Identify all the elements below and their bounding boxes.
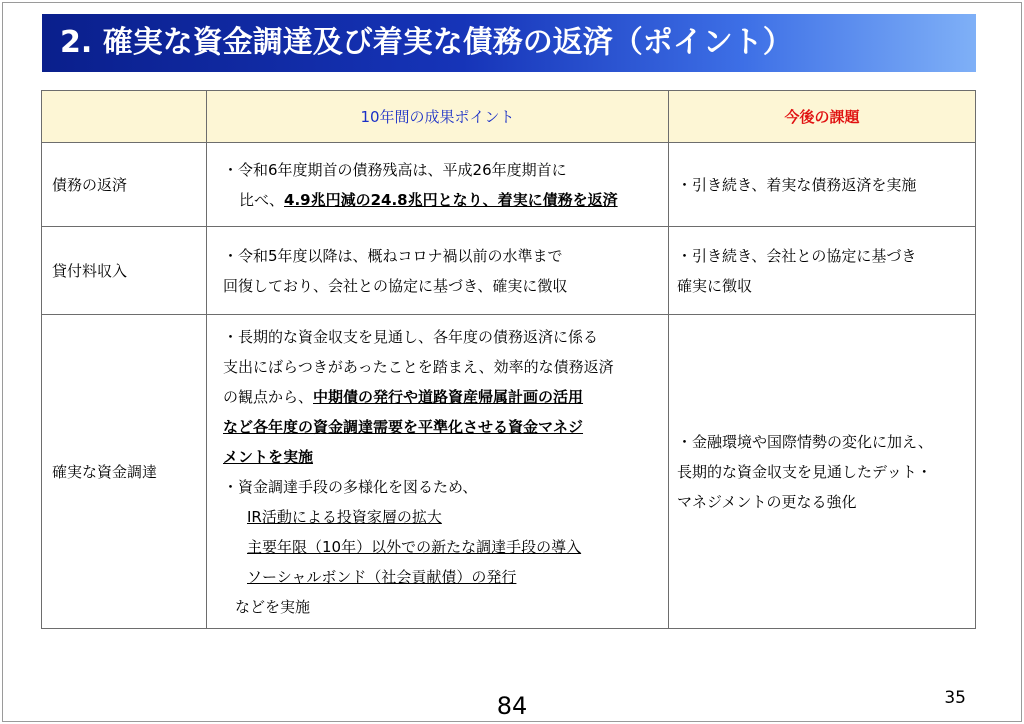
table-row (42, 143, 976, 227)
results-line (215, 562, 660, 592)
issues-line: ・引き続き、会社との協定に基づき (677, 246, 917, 265)
points-table (41, 90, 976, 629)
results-line (215, 412, 660, 442)
header-issues: 今後の課題 (669, 91, 976, 143)
results-underlined: ソーシャルボンド（社会貢献債）の発行 (247, 567, 517, 586)
row-issues-lease-income (669, 227, 976, 315)
results-emphasis: メントを実施 (223, 447, 314, 466)
row-label-funding: 確実な資金調達 (42, 315, 207, 629)
results-text: の観点から、 (223, 387, 314, 406)
issues-line: ・引き続き、着実な債務返済を実施 (677, 175, 917, 194)
results-text: 比べ、 (239, 190, 285, 209)
results-line: ・長期的な資金収支を見通し、各年度の債務返済に係る (223, 327, 599, 346)
results-line: 回復しており、会社との協定に基づき、確実に徴収 (223, 276, 568, 295)
results-underlined: IR活動による投資家層の拡大 (247, 507, 442, 526)
issues-line: 確実に徴収 (677, 276, 753, 295)
results-line (215, 442, 660, 472)
table-header-row (42, 91, 976, 143)
results-line: などを実施 (235, 597, 311, 616)
results-line (215, 532, 660, 562)
issues-line: 長期的な資金収支を見通したデット・ (677, 462, 932, 481)
row-label-lease-income: 貸付料収入 (42, 227, 207, 315)
results-emphasis: 中期債の発行や道路資産帰属計画の活用 (313, 387, 584, 406)
table-row (42, 315, 976, 629)
issues-line: マネジメントの更なる強化 (677, 492, 857, 511)
results-line (215, 382, 660, 412)
row-results-debt-repayment (207, 143, 669, 227)
page-number-right: 35 (944, 688, 966, 708)
row-issues-debt-repayment (669, 143, 976, 227)
header-results: 10年間の成果ポイント (207, 91, 669, 143)
table-row (42, 227, 976, 315)
slide-title: 2. 確実な資金調達及び着実な債務の返済（ポイント） (42, 14, 976, 72)
results-line: ・資金調達手段の多様化を図るため、 (223, 477, 478, 496)
row-results-funding (207, 315, 669, 629)
row-issues-funding (669, 315, 976, 629)
results-line: ・令和6年度期首の債務残高は、平成26年度期首に (223, 160, 567, 179)
issues-line: ・金融環境や国際情勢の変化に加え、 (677, 432, 933, 451)
results-emphasis: 4.9兆円減の24.8兆円となり、着実に債務を返済 (284, 190, 618, 209)
results-emphasis: など各年度の資金調達需要を平準化させる資金マネジ (223, 417, 584, 436)
results-line (215, 502, 660, 532)
header-blank-cell (42, 91, 207, 143)
results-line: 支出にばらつきがあったことを踏まえ、効率的な債務返済 (223, 357, 614, 376)
results-line (215, 185, 660, 215)
results-line: ・令和5年度以降は、概ねコロナ禍以前の水準まで (223, 246, 563, 265)
page-number-center: 84 (496, 692, 528, 720)
results-underlined: 主要年限（10年）以外での新たな調達手段の導入 (247, 537, 582, 556)
row-label-debt-repayment: 債務の返済 (42, 143, 207, 227)
row-results-lease-income (207, 227, 669, 315)
